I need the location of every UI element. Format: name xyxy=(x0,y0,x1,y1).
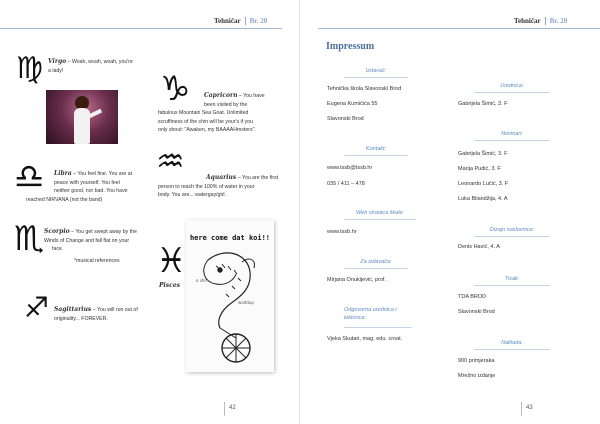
running-head-left xyxy=(214,17,267,25)
meme-small-text: o shit xyxy=(196,278,208,283)
scorpio-icon: ♏ xyxy=(14,219,45,259)
meme-caption: here come dat koi!! xyxy=(189,234,271,242)
heading-rule xyxy=(344,77,408,78)
heading-rule xyxy=(474,285,550,286)
heading-rule xyxy=(474,92,550,93)
koi-meme-image xyxy=(186,220,274,372)
publisher-line: Eugena Kumičića 55 xyxy=(327,101,378,107)
heading-rule xyxy=(474,236,550,237)
journalist-name: Gabrijela Šimić, 3. F xyxy=(458,151,508,157)
heading-cover-design: Dizajn naslovnice: xyxy=(489,227,535,233)
heading-publisher: Izdavač: xyxy=(365,68,387,74)
issue-number: Br. 20 xyxy=(245,17,268,25)
circulation-count: 900 primjeraka xyxy=(458,358,495,364)
journalist-name: Marija Pudić, 3. F xyxy=(458,166,501,172)
heading-rule xyxy=(474,349,550,350)
impressum-title: Impressum xyxy=(326,41,375,52)
koi-unicycle-drawing xyxy=(186,220,274,372)
journalist-name: Leonardo Lučić, 3. F xyxy=(458,181,509,187)
heading-print: Tisak: xyxy=(504,276,520,282)
virgo-text: Virgo – Woah, woah, woah, you're a lady! xyxy=(48,58,133,74)
heading-for-publisher: Za izdavača: xyxy=(360,259,392,265)
aquarius-icon: ♒ xyxy=(156,142,185,180)
contact-phone: 035 / 411 – 478 xyxy=(327,181,365,187)
journalist-name: Luka Bilandžija, 4. A xyxy=(458,196,508,202)
editor-name: Gabrijela Šimić, 3. F xyxy=(458,101,508,107)
publisher-line: Tehnička škola Slavonski Brod xyxy=(327,86,402,92)
footnote: *musical references xyxy=(74,257,120,264)
page-number-left: 42 xyxy=(229,405,236,411)
heading-contact: Kontakt: xyxy=(365,146,387,152)
singer-photo xyxy=(46,90,118,144)
magazine-title: Tehničar xyxy=(214,17,241,25)
footer-rule-left xyxy=(224,402,225,416)
page-number-right: 43 xyxy=(526,405,533,411)
heading-rule xyxy=(474,140,550,141)
capricorn-icon: ♑ xyxy=(160,69,191,109)
sagittarius-text: Sagittarius – You will run out of originality... FOREVER. xyxy=(54,306,138,322)
heading-rule xyxy=(344,268,408,269)
website-url: www.tssb.hr xyxy=(327,229,357,235)
heading-circulation: Naklada: xyxy=(501,340,523,346)
capricorn-text: Capricorn – You have been visited by the fabulous Mountain Sea Goat. Unlimited scruffiness of the chin will be your's if you only shout: "Awaken, my BAAAAHmsters". xyxy=(158,92,265,134)
sign-name: Virgo xyxy=(48,58,67,65)
cover-designer-name: Denis Havić, 4. A xyxy=(458,244,500,250)
printer-name: TDA BROD xyxy=(458,294,487,300)
heading-editor: Urednica: xyxy=(500,83,524,89)
aquarius-text: Aquarius – You are the first person to reach the 100% of water in your body. You are... watergay/girl. xyxy=(158,174,279,199)
meme-badge-text: waddup xyxy=(238,300,254,305)
header-rule xyxy=(318,28,600,29)
heading-rule xyxy=(344,155,408,156)
publisher-line: Slavonski Brod xyxy=(327,116,364,122)
running-head-right xyxy=(514,17,567,25)
heading-journalists: Novinari: xyxy=(501,131,523,137)
pisces-text: Pisces xyxy=(159,282,181,289)
footer-rule-right xyxy=(521,402,522,416)
libra-icon: ♎ xyxy=(14,157,45,197)
issue-number: Br. 20 xyxy=(545,17,568,25)
heading-website: Web stranica škole: xyxy=(356,210,404,216)
header-rule xyxy=(0,28,282,29)
pisces-icon: ♓ xyxy=(156,241,187,281)
editor-proofreader-name: Vjeka Skutari, mag. edu. croat. xyxy=(327,336,403,342)
heading-rule xyxy=(344,327,412,328)
heading-editor-proofreader: Odgovorna urednica i lektorica: xyxy=(344,307,397,321)
scorpio-text: Scorpio – You get swept away by the Winds of Change and fall flat on your face. *musical references xyxy=(44,228,154,265)
printer-city: Slavonski Brod xyxy=(458,309,495,315)
sagittarius-icon: ♐ xyxy=(24,291,50,324)
virgo-icon: ♍ xyxy=(16,51,43,86)
contact-email: www.tssb@tssb.hr xyxy=(327,165,373,171)
heading-rule xyxy=(344,219,416,220)
magazine-title: Tehničar xyxy=(514,17,541,25)
for-publisher-name: Mirjana Onukijević, prof. xyxy=(327,277,386,283)
circulation-type: Mrežno izdanje xyxy=(458,373,496,379)
libra-text: Libra – You feel fine. You are at peace with yourself. You feel neither good, nor bad. You have reached NIRVANA (not the band) xyxy=(26,170,133,203)
